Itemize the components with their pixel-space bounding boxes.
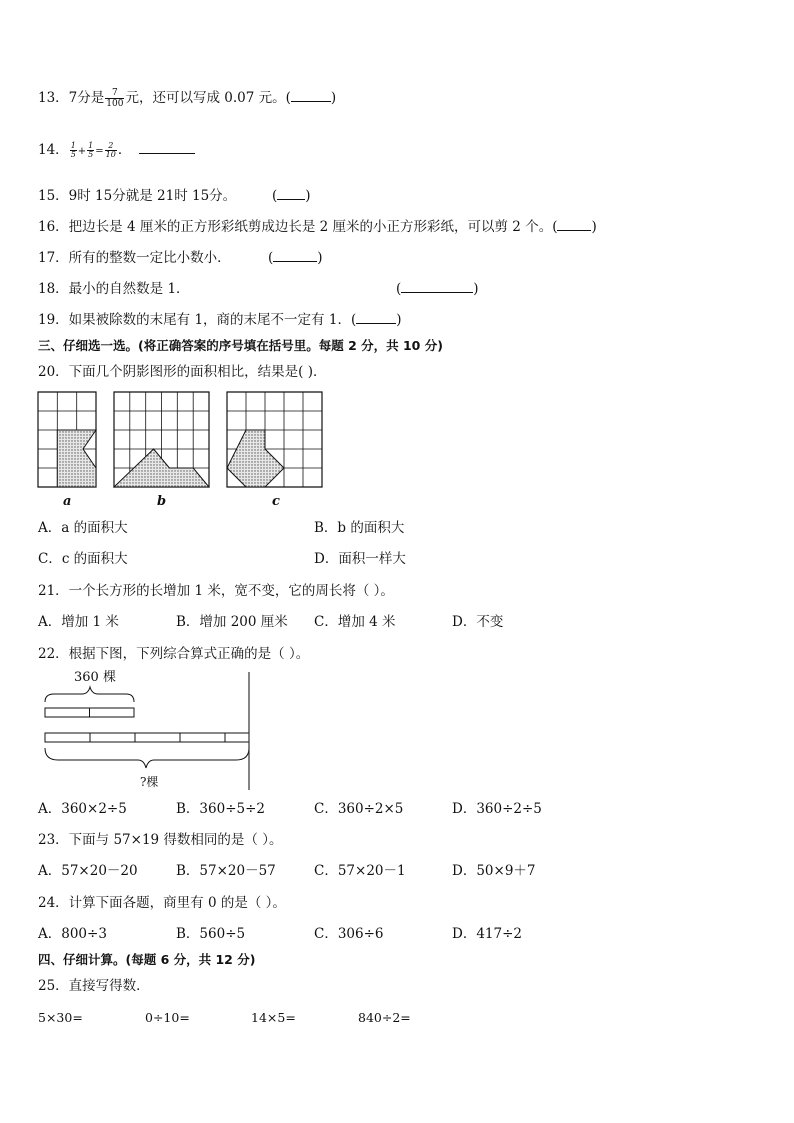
figure-a-label: a <box>63 494 72 509</box>
q14-fraction-3: $\frac{2}{10}$ <box>105 141 116 159</box>
q13-text-before: 13．7分是 <box>38 90 105 106</box>
q14-answer-blank[interactable] <box>139 141 195 154</box>
q18-answer-blank[interactable] <box>401 280 473 293</box>
q18-answer-paren: ( ) <box>396 281 479 297</box>
question-18: 18．最小的自然数是 1． <box>38 281 190 297</box>
q14-fraction-2: $\frac{1}{5}$ <box>88 141 94 159</box>
q20-figures <box>36 390 326 490</box>
q24-option-b[interactable]: B．560÷5 <box>176 926 246 942</box>
question-22-stem: 22．根据下图，下列综合算式正确的是（ ）。 <box>38 646 310 662</box>
q13-fraction: $\frac{7}{100}$ <box>106 88 124 109</box>
q21-option-a[interactable]: A．增加 1 米 <box>38 614 119 630</box>
question-19: 19．如果被除数的末尾有 1，商的末尾不一定有 1．( ) <box>38 312 402 328</box>
q25-item-3[interactable]: 14×5= <box>251 1010 296 1025</box>
figure-b <box>114 392 209 487</box>
q23-option-b[interactable]: B．57×20－57 <box>176 863 276 879</box>
question-16: 16．把边长是 4 厘米的正方形彩纸剪成边长是 2 厘米的小正方形彩纸，可以剪 2 个。( ) <box>38 219 597 235</box>
question-13: 13．7分是 $\frac{7}{100}$ 元，还可以写成 0.07 元。( ) <box>38 88 337 109</box>
question-21-stem: 21．一个长方形的长增加 1 米，宽不变，它的周长将（ ）。 <box>38 583 394 599</box>
question-24-stem: 24．计算下面各题，商里有 0 的是（ ）。 <box>38 895 286 911</box>
q16-answer-blank[interactable] <box>557 218 591 231</box>
section-4-heading: 四、仔细计算。(每题 6 分，共 12 分) <box>38 952 256 967</box>
question-20-stem: 20．下面几个阴影图形的面积相比，结果是( )． <box>38 364 327 380</box>
q24-option-a[interactable]: A．800÷3 <box>38 926 107 942</box>
q15-answer-paren: ( ) <box>272 188 311 204</box>
figure-b-label: b <box>157 494 167 509</box>
figure-c <box>227 392 322 487</box>
q22-option-b[interactable]: B．360÷5÷2 <box>176 801 265 817</box>
question-23-stem: 23．下面与 57×19 得数相同的是（ ）。 <box>38 832 283 848</box>
q20-option-a[interactable]: A．a 的面积大 <box>38 520 128 536</box>
q17-answer-blank[interactable] <box>273 249 317 262</box>
q25-item-1[interactable]: 5×30= <box>38 1010 83 1025</box>
q23-option-d[interactable]: D．50×9＋7 <box>452 863 536 879</box>
q22-option-a[interactable]: A．360×2÷5 <box>38 801 127 817</box>
q17-answer-paren: ( ) <box>268 250 323 266</box>
figure-c-label: c <box>272 494 280 509</box>
q20-option-b[interactable]: B．b 的面积大 <box>314 520 405 536</box>
q22-option-d[interactable]: D．360÷2÷5 <box>452 801 542 817</box>
q24-option-d[interactable]: D．417÷2 <box>452 926 522 942</box>
question-15: 15．9时 15分就是 21时 15分。 <box>38 188 237 204</box>
q13-text-after: 元，还可以写成 0.07 元。( <box>125 90 291 106</box>
q21-option-b[interactable]: B．增加 200 厘米 <box>176 614 288 630</box>
q20-option-d[interactable]: D．面积一样大 <box>314 551 406 567</box>
q23-option-a[interactable]: A．57×20－20 <box>38 863 138 879</box>
question-17: 17．所有的整数一定比小数小． <box>38 250 231 266</box>
q19-answer-blank[interactable] <box>356 311 396 324</box>
q21-option-d[interactable]: D．不变 <box>452 614 504 630</box>
q13-answer-blank[interactable] <box>291 89 331 102</box>
q22-option-c[interactable]: C．360÷2×5 <box>314 801 404 817</box>
q22-top-label: 360 棵 <box>74 670 116 685</box>
section-3-heading: 三、仔细选一选。(将正确答案的序号填在括号里。每题 2 分，共 10 分) <box>38 338 443 353</box>
question-14: 14． $\frac{1}{5}$ + $\frac{1}{5}$ = $\frac{2}{10}$ ． <box>38 141 195 161</box>
q14-fraction-1: $\frac{1}{5}$ <box>70 141 76 159</box>
q25-item-2[interactable]: 0÷10= <box>145 1010 190 1025</box>
figure-a <box>38 392 96 487</box>
q15-answer-blank[interactable] <box>277 187 305 200</box>
q24-option-c[interactable]: C．306÷6 <box>314 926 384 942</box>
question-25-stem: 25．直接写得数． <box>38 978 150 994</box>
q23-option-c[interactable]: C．57×20－1 <box>314 863 406 879</box>
q25-item-4[interactable]: 840÷2= <box>358 1010 411 1025</box>
q22-bottom-label: ?棵 <box>140 775 159 789</box>
q20-option-c[interactable]: C．c 的面积大 <box>38 551 128 567</box>
q21-option-c[interactable]: C．增加 4 米 <box>314 614 396 630</box>
